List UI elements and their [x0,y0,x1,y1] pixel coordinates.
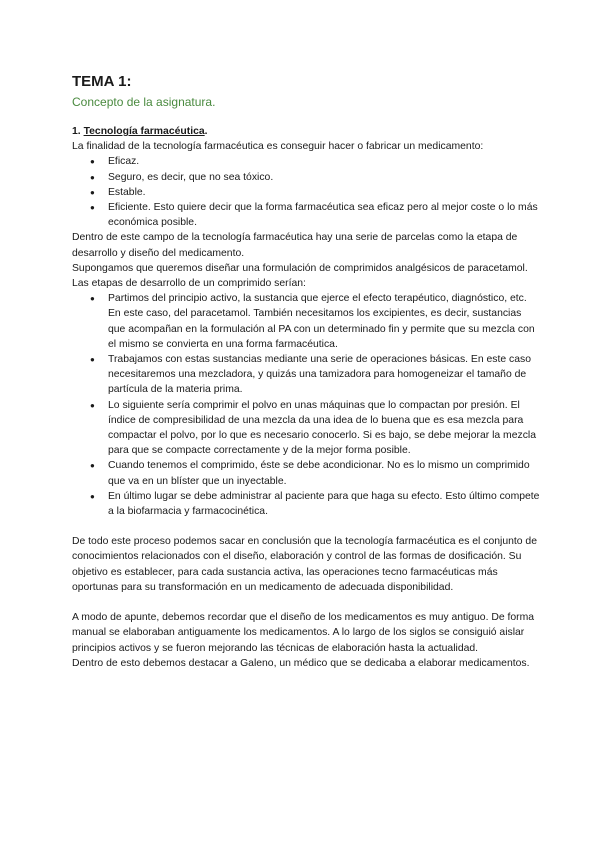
stages-list [72,291,540,519]
list-item: ● En último lugar se debe administrar al paciente para que haga su efecto. Esto último compete a la biofarmacia y farmacocinética. [72,489,540,519]
spacer [72,519,540,534]
note-paragraph: Dentro de esto debemos destacar a Galeno, un médico que se dedicaba a elaborar medicamentos. [72,657,530,669]
page-title: TEMA 1: [72,73,132,90]
page-subtitle: Concepto de la asignatura. [72,95,216,109]
note-paragraph: A modo de apunte, debemos recordar que el diseño de los medicamentos es muy antiguo. De forma manual se elaboraban antiguamente los medicamentos. A lo largo de los siglos se consiguió aislar principios activos y se fueron mejorando las técnicas de elaboración hasta la actualidad. [72,612,535,654]
intro-paragraph: La finalidad de la tecnología farmacéutica es conseguir hacer o fabricar un medicamento: [72,141,484,153]
list-item: ● Partimos del principio activo, la sustancia que ejerce el efecto terapéutico, diagnóstico, etc. En este caso, del paracetamol. También necesitamos los excipientes, es decir, sustancias que acompañan en la formulación al PA con un determinado fin y permite que su mezcla con el mismo se convierta en una forma farmacéutica. [72,291,540,352]
conclusion-paragraph: De todo este proceso podemos sacar en conclusión que la tecnología farmacéutica es el conjunto de conocimientos relacionados con el diseño, elaboración y control de las formas de dosificación. Su objetivo es establecer, para cada sustancia activa, las operaciones tecno farmacéuticas más oportunas para su transformación en un medicamento de adecuada disponibilidad. [72,536,537,593]
list-item: ● Seguro, es decir, que no sea tóxico. [72,170,540,185]
list-item: ● Eficiente. Esto quiere decir que la forma farmacéutica sea eficaz pero al mejor coste o lo más económica posible. [72,200,540,230]
section-heading-end: . [204,126,208,137]
section-heading [72,124,540,139]
section-heading-text: Tecnología farmacéutica [83,126,205,137]
spacer [72,595,540,610]
paragraph: Dentro de este campo de la tecnología farmacéutica hay una serie de parcelas como la etapa de desarrollo y diseño del medicamento. [72,232,518,259]
list-item: ● Eficaz. [72,154,540,169]
requirements-list [72,154,540,230]
list-item: ● Lo siguiente sería comprimir el polvo en unas máquinas que lo compactan por presión. El índice de compresibilidad de una mezcla da una idea de lo buena que es esa mezcla para compactar el polvo, por lo que es necesario conocerlo. Si es bajo, se debe mejorar la mezcla para que se compacte correctamente y de la mejor forma posible. [72,398,540,459]
paragraph: Supongamos que queremos diseñar una formulación de comprimidos analgésicos de paracetamol. Las etapas de desarrollo de un comprimido serían: [72,262,528,290]
section-number: 1. [72,126,84,137]
list-item: ● Trabajamos con estas sustancias mediante una serie de operaciones básicas. En este caso necesitaremos una mezcladora, y quizás una tamizadora para homogeneizar el tamaño de partícula de la materia prima. [72,352,540,398]
list-item: ● Estable. [72,185,540,200]
list-item: ● Cuando tenemos el comprimido, éste se debe acondicionar. No es lo mismo un comprimido que va en un blíster que un inyectable. [72,458,540,488]
